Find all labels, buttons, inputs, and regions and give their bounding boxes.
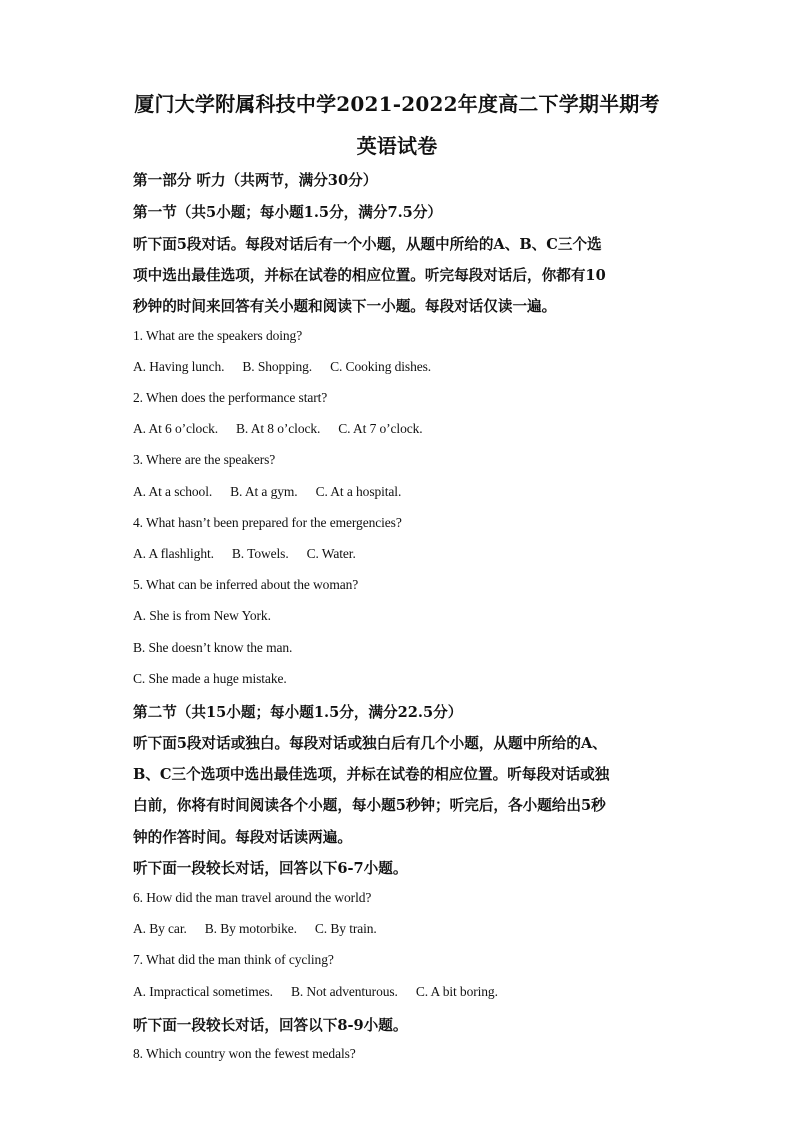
option-c: C. A bit boring. <box>415 984 498 999</box>
group-heading-8-9: 听下面一段较长对话，回答以下8-9小题。 <box>133 1017 408 1034</box>
option-c: C. At 7 o’clock. <box>338 421 423 436</box>
question-1: 1. What are the speakers doing? <box>133 328 303 343</box>
option-c: C. At a hospital. <box>315 484 402 499</box>
question-5-option-c: C. She made a huge mistake. <box>133 671 287 686</box>
question-5-option-a: A. She is from New York. <box>133 608 271 623</box>
option-b: B. Not adventurous. <box>290 984 398 999</box>
section1-instruction-line: 听下面5段对话。每段对话后有一个小题，从题中所给的A、B、C三个选 <box>133 236 602 253</box>
option-a: A. A flashlight. <box>133 546 214 561</box>
option-a: A. Having lunch. <box>133 359 225 374</box>
option-a: A. By car. <box>133 921 187 936</box>
group-heading-6-7: 听下面一段较长对话，回答以下6-7小题。 <box>133 860 408 877</box>
question-6-options <box>133 921 395 937</box>
option-a: A. At a school. <box>133 484 213 499</box>
question-1-options <box>133 359 449 375</box>
section1-instruction-line: 项中选出最佳选项，并标在试卷的相应位置。听完每段对话后，你都有10 <box>133 267 606 284</box>
question-2: 2. When does the performance start? <box>133 390 328 405</box>
option-b: B. By motorbike. <box>204 921 297 936</box>
question-4: 4. What hasn’t been prepared for the emergencies? <box>133 515 402 530</box>
option-b: B. Shopping. <box>242 359 313 374</box>
section2-heading: 第二节（共15小题；每小题1.5分，满分22.5分） <box>133 704 463 721</box>
question-7-options <box>133 984 516 1000</box>
section2-instruction-line: 钟的作答时间。每段对话读两遍。 <box>133 829 352 846</box>
section1-instruction-line: 秒钟的时间来回答有关小题和阅读下一小题。每段对话仅读一遍。 <box>133 298 557 315</box>
part1-heading: 第一部分 听力（共两节，满分30分） <box>133 172 378 189</box>
option-c: C. By train. <box>314 921 377 936</box>
question-8: 8. Which country won the fewest medals? <box>133 1046 356 1061</box>
option-b: B. At a gym. <box>230 484 298 499</box>
question-5-option-b: B. She doesn’t know the man. <box>133 640 293 655</box>
question-3-options <box>133 484 419 500</box>
section2-instruction-line: 听下面5段对话或独白。每段对话或独白后有几个小题，从题中所给的A、 <box>133 735 607 752</box>
question-6: 6. How did the man travel around the world? <box>133 890 372 905</box>
section2-instruction-line: 白前，你将有时间阅读各个小题，每小题5秒钟；听完后，各小题给出5秒 <box>133 797 606 814</box>
question-3: 3. Where are the speakers? <box>133 452 276 467</box>
option-c: C. Cooking dishes. <box>330 359 432 374</box>
exam-subtitle: 英语试卷 <box>356 134 438 158</box>
section1-heading: 第一节（共5小题；每小题1.5分，满分7.5分） <box>133 204 443 221</box>
question-2-options <box>133 421 441 437</box>
exam-title: 厦门大学附属科技中学2021-2022年度高二下学期半期考 <box>134 92 660 116</box>
question-5: 5. What can be inferred about the woman? <box>133 577 359 592</box>
question-7: 7. What did the man think of cycling? <box>133 952 334 967</box>
option-b: B. At 8 o’clock. <box>236 421 321 436</box>
option-a: A. Impractical sometimes. <box>133 984 273 999</box>
option-a: A. At 6 o’clock. <box>133 421 219 436</box>
question-4-options <box>133 546 374 562</box>
option-c: C. Water. <box>306 546 356 561</box>
section2-instruction-line: B、C三个选项中选出最佳选项，并标在试卷的相应位置。听每段对话或独 <box>133 766 610 783</box>
option-b: B. Towels. <box>231 546 289 561</box>
